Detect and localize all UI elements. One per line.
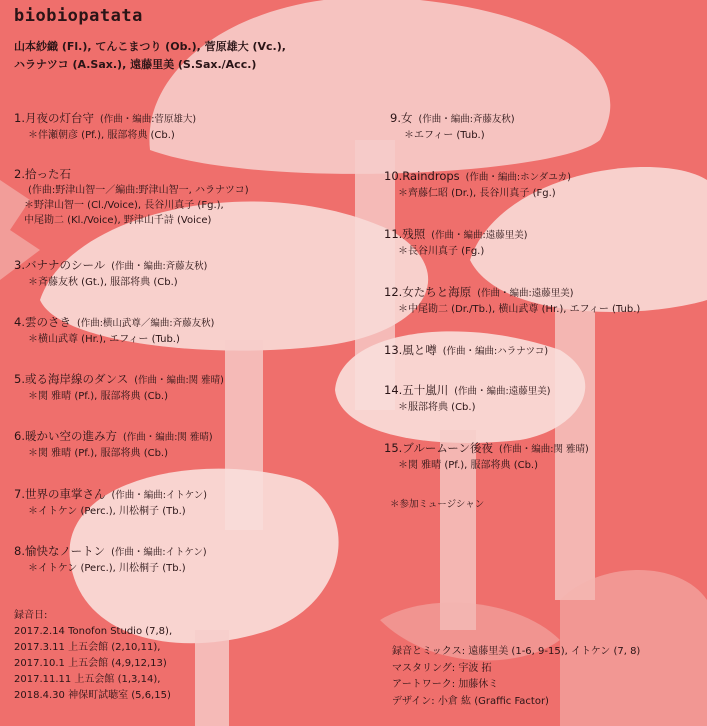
track-credit: (作曲・編曲:イトケン) xyxy=(111,490,207,501)
track-14 xyxy=(384,382,550,415)
track-performers: ＊イトケン (Perc.), 川松桐子 (Tb.) xyxy=(28,506,186,517)
track-performers: 中尾勘二 (Kl./Voice), 野津山千詩 (Voice) xyxy=(24,215,212,226)
track-3 xyxy=(14,257,207,290)
recording-line: 2017.11.11 上五会館 (1,3,14), xyxy=(14,674,161,685)
track-title: 13.風と噂 xyxy=(384,343,437,357)
staff-line: アートワーク: 加藤休ミ xyxy=(392,679,499,690)
track-performers: ＊伴瀬朝彦 (Pf.), 服部将典 (Cb.) xyxy=(28,130,175,141)
track-title: 5.或る海岸線のダンス xyxy=(14,372,129,386)
track-title: 7.世界の車掌さん xyxy=(14,487,106,501)
track-13 xyxy=(384,342,548,360)
track-12 xyxy=(384,284,640,317)
track-performers: ＊斉藤友秋 (Gt.), 服部将典 (Cb.) xyxy=(28,277,178,288)
track-credit: (作曲・編曲:遠藤里美) xyxy=(431,230,528,241)
track-performers: ＊関 雅晴 (Pf.), 服部将典 (Cb.) xyxy=(28,448,169,459)
track-8 xyxy=(14,543,207,576)
track-9 xyxy=(390,110,515,143)
track-title: 14.五十嵐川 xyxy=(384,383,449,397)
track-credit: (作曲・編曲:斉藤友秋) xyxy=(418,114,515,125)
track-credit: (作曲・編曲:イトケン) xyxy=(111,547,207,558)
track-title: 6.暖かい空の進み方 xyxy=(14,429,117,443)
track-4 xyxy=(14,314,214,347)
track-title: 3.バナナのシール xyxy=(14,258,106,272)
staff-line: デザイン: 小倉 紘 (Graffic Factor) xyxy=(392,695,549,707)
track-credit: (作曲・編曲:ハラナツコ) xyxy=(442,346,549,357)
track-credit: (作曲・編曲:斉藤友秋) xyxy=(111,261,208,272)
member-line: ハラナツコ (A.Sax.), 遠藤里美 (S.Sax./Acc.) xyxy=(14,58,257,71)
track-credit: (作曲・編曲:ホンダユカ) xyxy=(465,172,571,183)
track-title: 10.Raindrops xyxy=(384,169,460,183)
track-performers: ＊長谷川真子 (Fg.) xyxy=(398,246,485,257)
track-performers: ＊イトケン (Perc.), 川松桐子 (Tb.) xyxy=(28,563,186,574)
track-performers: ＊野津山智一 (Cl./Voice), 長谷川真子 (Fg.), xyxy=(24,200,224,211)
track-title: 4.雲のさき xyxy=(14,315,71,329)
recording-line: 2017.10.1 上五会館 (4,9,12,13) xyxy=(14,658,167,669)
track-5 xyxy=(14,371,224,404)
track-title: 15.ブルームーン後夜 xyxy=(384,441,494,455)
track-performers: ＊齊藤仁昭 (Dr.), 長谷川真子 (Fg.) xyxy=(398,188,556,199)
track-performers: ＊エフィー (Tub.) xyxy=(404,130,485,141)
track-2 xyxy=(14,166,249,228)
track-performers: ＊関 雅晴 (Pf.), 服部将典 (Cb.) xyxy=(398,460,539,471)
staff-line: マスタリング: 宇波 拓 xyxy=(392,662,492,674)
track-11 xyxy=(384,226,527,259)
track-performers: ＊関 雅晴 (Pf.), 服部将典 (Cb.) xyxy=(28,391,169,402)
member-line: 山本紗織 (Fl.), てんこまつり (Ob.), 菅原雄大 (Vc.), xyxy=(14,40,286,53)
track-title: 11.残照 xyxy=(384,227,426,241)
band-name: biobiopatata xyxy=(14,6,143,26)
track-credit: (作曲・編曲:遠藤里美) xyxy=(477,288,574,299)
recording-label: 録音日: xyxy=(14,610,48,621)
track-credit: (作曲・編曲:菅原雄大) xyxy=(99,114,197,125)
recording-line: 2017.3.11 上五会館 (2,10,11), xyxy=(14,642,161,653)
recording-dates xyxy=(14,608,172,704)
member-list xyxy=(14,38,286,74)
track-10 xyxy=(384,168,571,201)
track-credit: (作曲・編曲:関 雅晴) xyxy=(499,444,589,455)
recording-line: 2017.2.14 Tonofon Studio (7,8), xyxy=(14,626,173,637)
staff-line: 録音とミックス: 遠藤里美 (1-6, 9-15), イトケン (7, 8) xyxy=(392,646,641,657)
track-7 xyxy=(14,486,207,519)
track-credit: (作曲:横山武尊／編曲:斉藤友秋) xyxy=(76,318,215,329)
recording-line: 2018.4.30 神保町試聴室 (5,6,15) xyxy=(14,690,171,701)
track-credit: (作曲:野津山智一／編曲:野津山智一, ハラナツコ) xyxy=(28,185,249,196)
track-15 xyxy=(384,440,589,473)
track-title: 9.女 xyxy=(390,111,413,125)
track-title: 12.女たちと海原 xyxy=(384,285,472,299)
track-1 xyxy=(14,110,196,143)
track-title: 8.愉快なノートン xyxy=(14,544,106,558)
staff-credits xyxy=(392,644,640,710)
track-performers: ＊服部将典 (Cb.) xyxy=(398,402,476,413)
track-credit: (作曲・編曲:関 雅晴) xyxy=(134,375,224,386)
guest-musician-note: ＊参加ミュージシャン xyxy=(390,499,485,510)
track-performers: ＊横山武尊 (Hr.), エフィー (Tub.) xyxy=(28,334,180,345)
track-title: 1.月夜の灯台守 xyxy=(14,111,94,125)
track-6 xyxy=(14,428,213,461)
track-performers: ＊中尾勘二 (Dr./Tb.), 横山武尊 (Hr.), エフィー (Tub.) xyxy=(398,304,641,315)
track-title: 2.拾った石 xyxy=(14,167,71,181)
track-credit: (作曲・編曲:遠藤里美) xyxy=(454,386,551,397)
track-credit: (作曲・編曲:関 雅晴) xyxy=(122,432,213,443)
